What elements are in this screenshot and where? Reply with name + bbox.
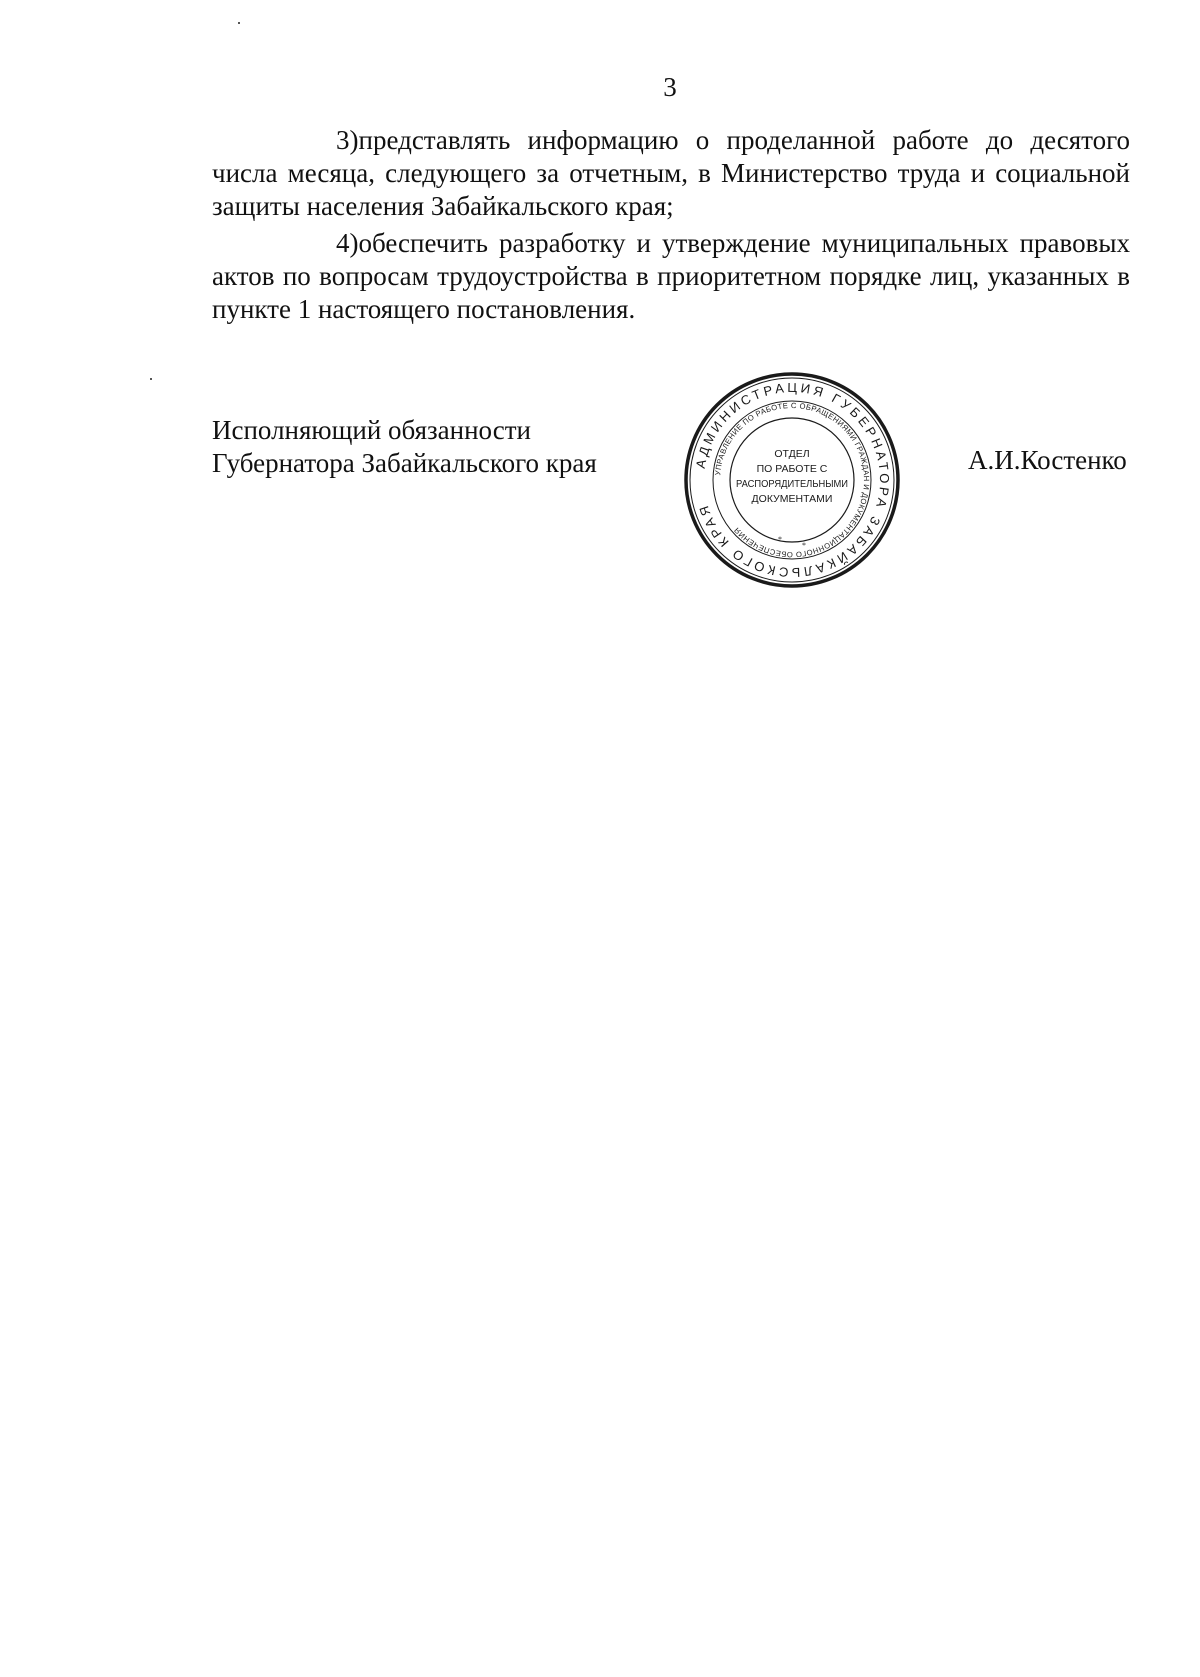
seal-star-icon: * (802, 541, 806, 550)
seal-inner-ring-text: УПРАВЛЕНИЕ ПО РАБОТЕ С ОБРАЩЕНИЯМИ ГРАЖДАН И ДОКУМЕНТАЦИОННОГО ОБЕСПЕЧЕНИЯ (713, 400, 872, 560)
scan-speck (150, 378, 152, 380)
signatory-title-line2: Губернатора Забайкальского края (212, 448, 597, 478)
seal-outer-text: АДМИНИСТРАЦИЯ ГУБЕРНАТОРА ЗАБАЙКАЛЬСКОГО КРАЯ (692, 379, 893, 581)
document-body (212, 124, 1130, 330)
seal-center-line3: РАСПОРЯДИТЕЛЬНЫМИ (736, 479, 848, 490)
signatory-title (212, 414, 597, 480)
official-seal (682, 370, 902, 590)
seal-star-icon: * (778, 535, 782, 544)
page-number: 3 (663, 72, 677, 102)
paragraph-item-4 (212, 227, 1130, 326)
paragraph-text: обеспечить разработку и утверждение муниципальных правовых актов по вопросам трудоустройства в приоритетном порядке лиц, указанных в пункте 1 настоящего постановления. (212, 228, 1130, 324)
signatory-title-line1: Исполняющий обязанности (212, 415, 531, 445)
paragraph-item-3 (212, 124, 1130, 223)
scan-speck (238, 22, 240, 24)
signatory-name: А.И.Костенко (968, 445, 1127, 475)
paragraph-text: представлять информацию о проделанной работе до десятого числа месяца, следующего за отчетным, в Министерство труда и социальной защиты населения Забайкальского края; (212, 125, 1130, 221)
paragraph-number: 4) (336, 228, 359, 258)
paragraph-number: 3) (336, 125, 359, 155)
seal-center-line4: ДОКУМЕНТАМИ (751, 493, 833, 505)
seal-center-line1: ОТДЕЛ (774, 448, 810, 460)
seal-center-line2: ПО РАБОТЕ С (756, 463, 828, 475)
